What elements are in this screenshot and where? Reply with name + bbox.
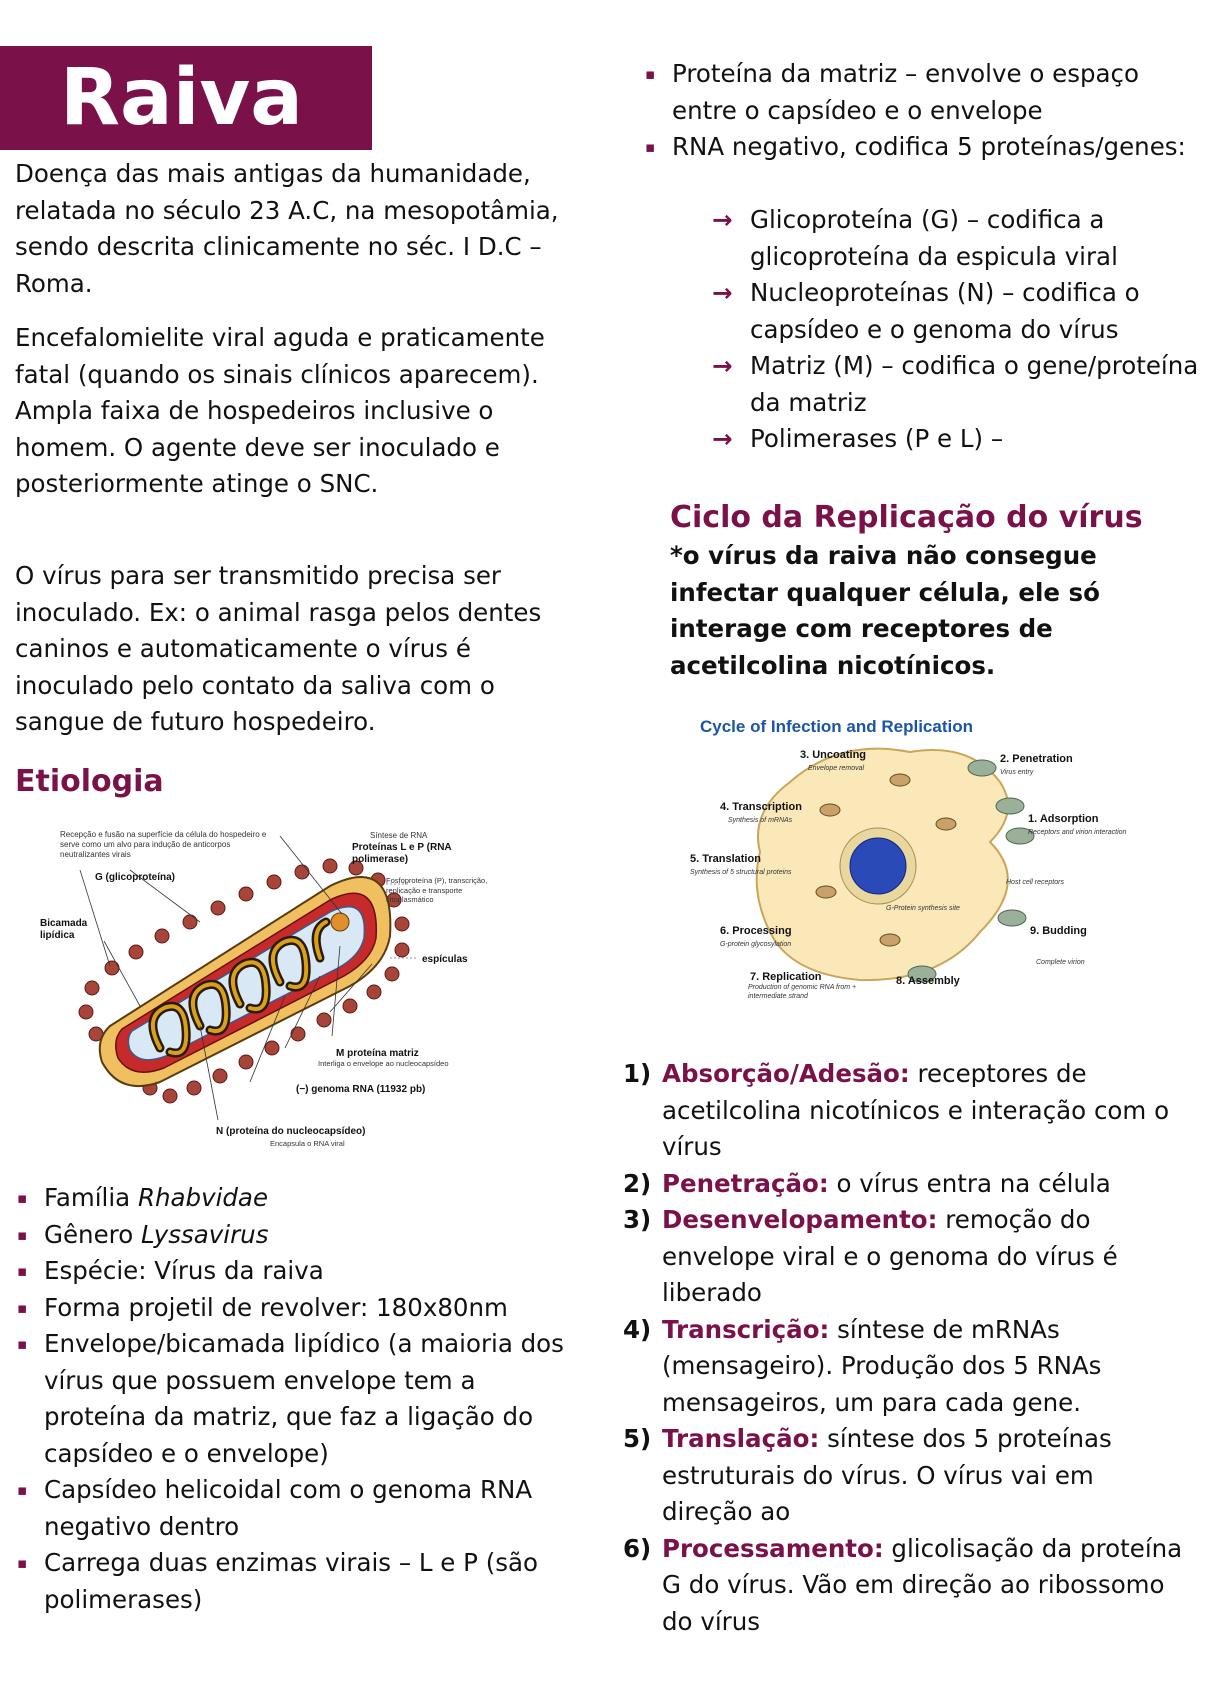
- square-bullet-icon: ▪: [17, 1298, 28, 1317]
- bullet-item: ▪ Forma projetil de revolver: 180x80nm: [15, 1290, 585, 1327]
- gene-sub-list: [712, 202, 1222, 458]
- title-banner: [0, 46, 372, 150]
- bullet-item: ▪ Espécie: Vírus da raiva: [15, 1253, 585, 1290]
- right-arrow-icon: →: [712, 424, 733, 453]
- step-assembly-label: 8. Assembly: [896, 975, 960, 987]
- square-bullet-icon: ▪: [645, 65, 656, 83]
- step-replication-sub: Production of genomic RNA from + intermediate strand: [748, 984, 857, 1000]
- step-adsorption-label: 1. Adsorption: [1028, 813, 1099, 825]
- label-matrix-protein: M proteína matriz: [336, 1048, 419, 1059]
- step-adsorption-sub: Receptors and virion interaction: [1028, 829, 1127, 836]
- step-processing-sub: G-protein glycosylation: [720, 941, 792, 948]
- square-bullet-icon: ▪: [17, 1225, 28, 1244]
- complete-virion-label: Complete virion: [1036, 959, 1085, 966]
- label-proteins-lp: Proteínas L e P (RNA polimerase): [352, 842, 452, 865]
- page-title: Raiva: [60, 53, 303, 143]
- replication-note: *o vírus da raiva não consegue infectar qualquer célula, ele só interage com receptores de acetilcolina nicotínicos.: [670, 541, 1100, 680]
- step-replication-label: 7. Replication: [750, 971, 822, 983]
- intro-paragraph-3: O vírus para ser transmitido precisa ser inoculado. Ex: o animal rasga pelos dentes caninos e automaticamente o vírus é inoculado pelo contato da saliva com o sangue de futuro hospedeiro.: [15, 561, 542, 736]
- step-translation-label: 5. Translation: [690, 853, 761, 865]
- label-rna-synthesis: Síntese de RNA: [370, 831, 428, 840]
- step-budding-label: 9. Budding: [1030, 925, 1087, 937]
- bullet-item: ▪ Envelope/bicamada lipídico (a maioria dos vírus que possuem envelope tem a proteína da matriz, que faz a ligação do capsídeo e o envelope): [15, 1326, 585, 1472]
- sub-item: → Nucleoproteínas (N) – codifica o capsídeo e o genoma do vírus: [712, 275, 1222, 348]
- label-lipid-bilayer: Bicamada lipídica: [40, 918, 88, 941]
- square-bullet-icon: ▪: [17, 1335, 28, 1353]
- bullet-item: ▪ Carrega duas enzimas virais – L e P (são polimerases): [15, 1545, 585, 1618]
- etiology-bullet-list: [15, 1180, 585, 1618]
- square-bullet-icon: ▪: [645, 138, 656, 156]
- step-uncoating-sub: Envelope removal: [808, 765, 865, 772]
- infection-cycle-diagram: [690, 712, 1127, 1012]
- sub-item: → Glicoproteína (G) – codifica a glicoproteína da espicula viral: [712, 202, 1222, 275]
- step-uncoating-label: 3. Uncoating: [800, 749, 867, 761]
- label-spikes: espículas: [422, 954, 468, 965]
- replication-step: 6) Processamento: glicolisação da proteína G do vírus. Vão em direção ao ribossomo do vírus: [623, 1533, 1183, 1636]
- replication-step: 3) Desenvelopamento: remoção do envelope viral e o genoma do vírus é liberado: [623, 1205, 1118, 1307]
- step-penetration-sub: Virus entry: [1000, 769, 1034, 776]
- square-bullet-icon: ▪: [17, 1262, 28, 1280]
- g-protein-site-label: G-Protein synthesis site: [886, 905, 960, 912]
- right-arrow-icon: →: [712, 205, 733, 234]
- cycle-title: Cycle of Infection and Replication: [700, 717, 973, 736]
- structure-bullet-list: [643, 56, 1199, 166]
- replication-step: 2) Penetração: o vírus entra na célula: [623, 1168, 1111, 1198]
- host-receptors-label: Host cell receptors: [1006, 879, 1064, 886]
- replication-steps-list: [623, 1056, 1183, 1640]
- label-rna-genome: (−) genoma RNA (11932 pb): [296, 1084, 426, 1095]
- bullet-item: ▪ Proteína da matriz – envolve o espaço entre o capsídeo e o envelope: [643, 56, 1199, 129]
- bullet-item: ▪ RNA negativo, codifica 5 proteínas/genes:: [643, 129, 1199, 166]
- bullet-item: ▪ Gênero Lyssavirus: [15, 1217, 585, 1254]
- step-transcription-sub: Synthesis of mRNAs: [728, 817, 793, 824]
- replication-heading: Ciclo da Replicação do vírus: [670, 500, 1143, 535]
- label-nucleocapsid-protein: N (proteína do nucleocapsídeo): [216, 1126, 366, 1137]
- square-bullet-icon: ▪: [17, 1189, 28, 1207]
- step-processing-label: 6. Processing: [720, 925, 792, 937]
- label-matrix-sub: Interliga o envelope ao nucleocapsídeo: [318, 1059, 449, 1068]
- label-reception: Recepção e fusão na superfície da célula do hospedeiro e serve como um alvo para indução de anticorpos neutralizantes virais: [60, 830, 267, 859]
- etiology-heading: Etiologia: [15, 764, 164, 799]
- right-arrow-icon: →: [712, 351, 733, 380]
- replication-step: 5) Translação: síntese dos 5 proteínas estruturais do vírus. O vírus vai em direção ao: [623, 1424, 1112, 1526]
- intro-paragraph-1: Doença das mais antigas da humanidade, relatada no século 23 A.C, na mesopotâmia, sendo descrita clinicamente no séc. I D.C – Roma.: [15, 159, 559, 298]
- sub-item: → Matriz (M) – codifica o gene/proteína da matriz: [712, 348, 1222, 421]
- intro-paragraph-2: Encefalomielite viral aguda e praticamente fatal (quando os sinais clínicos aparecem). Ampla faixa de hospedeiros inclusive o homem. O agente deve ser inoculado e posteriormente atinge o SNC.: [15, 323, 545, 498]
- rabies-virus-structure-diagram: [40, 826, 500, 1158]
- square-bullet-icon: ▪: [17, 1481, 28, 1499]
- step-transcription-label: 4. Transcription: [720, 801, 802, 813]
- step-penetration-label: 2. Penetration: [1000, 753, 1073, 765]
- cell-nucleus: [850, 838, 906, 894]
- right-arrow-icon: →: [712, 278, 733, 307]
- sub-item: → Polimerases (P e L) –: [712, 421, 1222, 458]
- step-translation-sub: Synthesis of 5 structural proteins: [690, 869, 792, 876]
- polymerase-lp: [331, 913, 349, 931]
- square-bullet-icon: ▪: [17, 1554, 28, 1572]
- replication-step: 4) Transcrição: síntese de mRNAs (mensageiro). Produção dos 5 RNAs mensageiros, um para cada gene.: [623, 1314, 1102, 1417]
- bullet-item: ▪ Família Rhabvidae: [15, 1180, 585, 1217]
- label-phosphoprotein: Fosfoproteína (P), transcrição, replicação e transporte citoplasmático: [386, 876, 488, 904]
- replication-step: 1) Absorção/Adesão: receptores de acetilcolina nicotínicos e interação com o vírus: [623, 1059, 1170, 1161]
- label-glycoprotein: G (glicoproteína): [95, 872, 175, 883]
- bullet-item: ▪ Capsídeo helicoidal com o genoma RNA negativo dentro: [15, 1472, 585, 1545]
- label-nucleocapsid-sub: Encapsula o RNA viral: [270, 1139, 345, 1148]
